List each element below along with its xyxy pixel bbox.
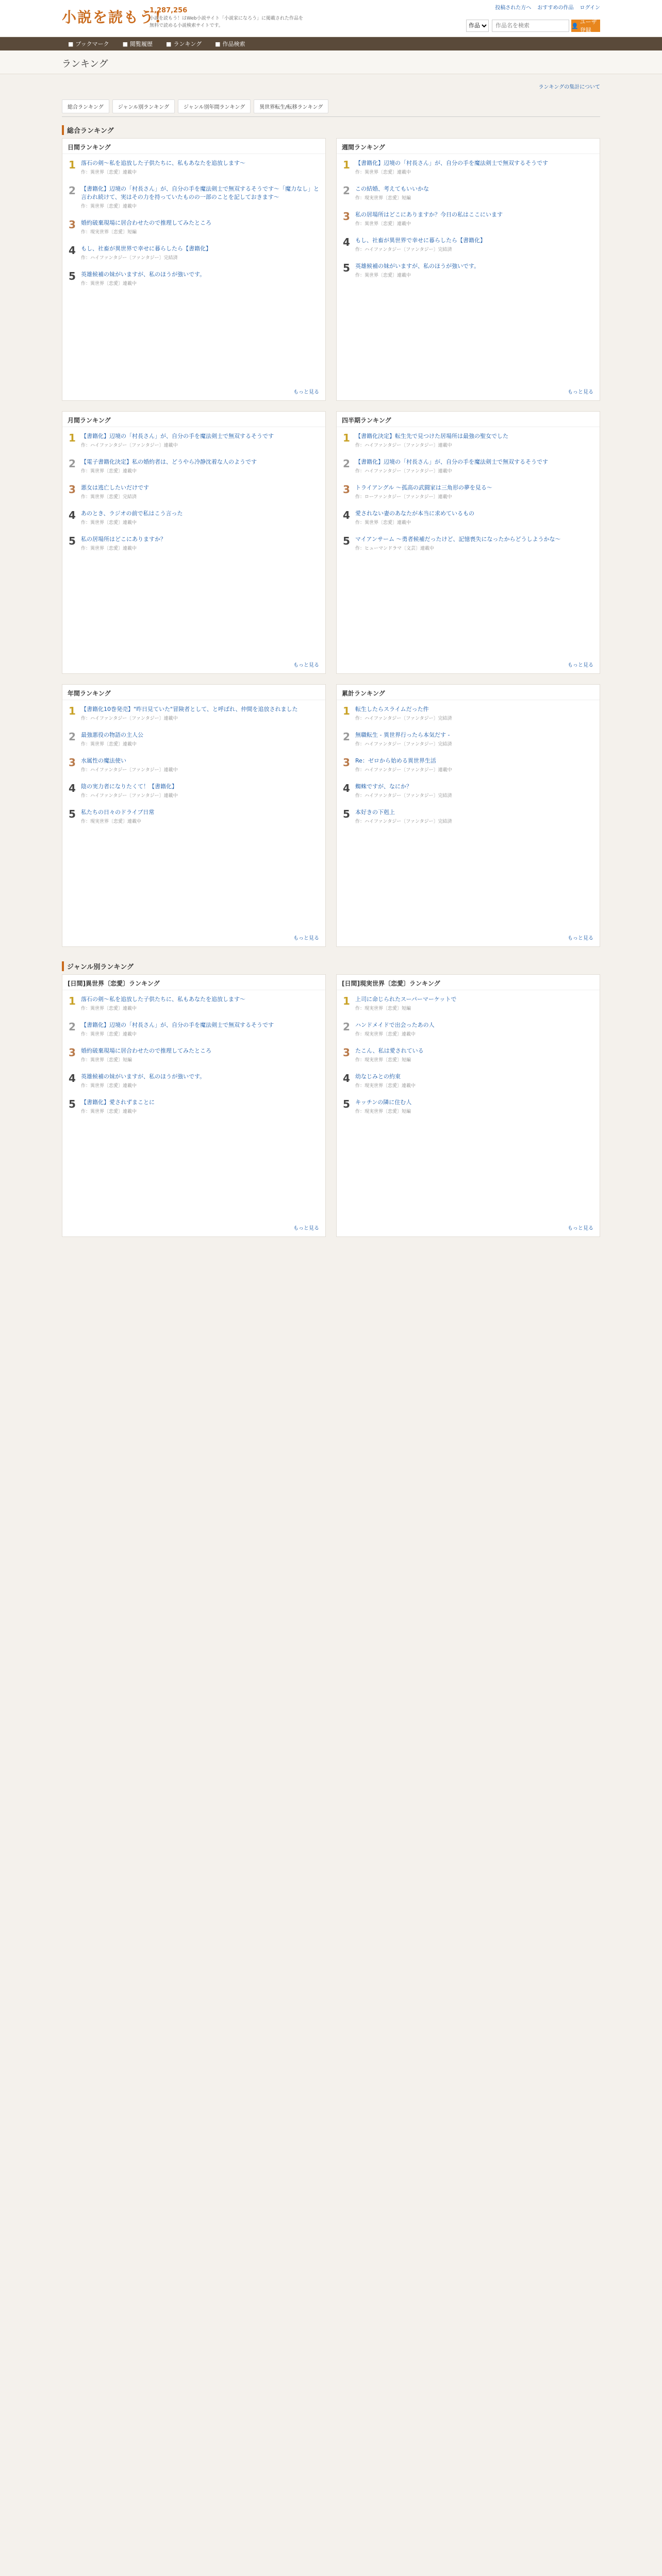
ranking-card (336, 411, 600, 674)
novel-meta: 作：異世界〔恋愛〕連載中 (355, 222, 411, 227)
more-link[interactable]: もっと見る (293, 936, 319, 941)
rank-number: 3 (343, 1046, 350, 1059)
ranking-item (337, 154, 600, 180)
history-icon: ■ (122, 40, 128, 47)
novel-title-link[interactable]: キッチンの隣に住む人 (355, 1099, 412, 1106)
ranking-item-body (81, 432, 320, 450)
rank-number: 3 (69, 1046, 76, 1059)
ranking-item (62, 752, 325, 777)
top-links (495, 3, 600, 11)
ranking-item (337, 530, 600, 556)
novel-title-link[interactable]: 蜘蛛ですが、なにか？ (355, 783, 412, 790)
rank-number: 2 (343, 731, 350, 743)
novel-meta: 作：異世界〔恋愛〕連載中 (81, 546, 137, 551)
ranking-item-body (355, 757, 594, 774)
ranking-item-body (355, 262, 594, 280)
ranking-item-body (81, 535, 320, 553)
ranking-item-body (81, 1098, 320, 1116)
novel-title-link[interactable]: この結婚、考えてもいいかな (355, 185, 429, 192)
rank-number: 4 (343, 236, 350, 248)
ranking-item-body (81, 1073, 320, 1090)
novel-meta: 作：現実世界〔恋愛〕短編 (355, 1006, 411, 1011)
ranking-item (337, 990, 600, 1016)
ranking-card-title: 週間ランキング (337, 139, 600, 154)
nav-label: 作品検索 (222, 41, 245, 47)
ranking-item (337, 700, 600, 726)
ranking-item (62, 427, 325, 453)
novel-meta: 作：異世界〔恋愛〕連載中 (81, 469, 137, 474)
novel-count: 1,287,256 (150, 7, 188, 14)
ranking-item (337, 777, 600, 803)
nav-bookmark[interactable] (62, 37, 115, 50)
novel-title-link[interactable]: 英雄候補の妹がいますが、私のほうが強いです。 (81, 1073, 206, 1080)
novel-title-link[interactable]: 【書籍化決定】転生先で見つけた居場所は最強の聖女でした (355, 433, 508, 439)
novel-meta: 作：異世界〔恋愛〕連載中 (81, 520, 137, 526)
ranking-item-body (81, 757, 320, 774)
ranking-item-body (355, 510, 594, 527)
novel-meta: 作：異世界〔恋愛〕連載中 (81, 742, 137, 747)
ranking-card-title: 累計ランキング (337, 685, 600, 700)
novel-title-link[interactable]: 【書籍化】辺境の「村長さん」が、自分の手を魔法剣士で無双するそうです (81, 433, 274, 439)
novel-title-link[interactable]: 【書籍化10巻発売】"昨日見ていた"冒険者として、と呼ばれ、仲間を追放されました (81, 706, 298, 713)
novel-title-link[interactable]: 婚約破棄現場に居合わせたので推理してみたところ (81, 1047, 211, 1054)
search-input[interactable] (492, 20, 569, 32)
ranking-item (62, 990, 325, 1016)
ranking-item-body (81, 705, 320, 723)
novel-meta: 作：現実世界〔恋愛〕連載中 (355, 1083, 416, 1089)
section-overall: 総合ランキング (62, 125, 600, 135)
rank-number: 3 (69, 218, 76, 231)
novel-meta: 作：ハイファンタジー〔ファンタジー〕完結済 (355, 742, 452, 747)
rank-number: 2 (69, 457, 76, 470)
rank-number: 3 (69, 483, 76, 496)
novel-title-link[interactable]: 婚約破棄現場に居合わせたので推理してみたところ (81, 219, 211, 226)
ranking-item-body (81, 159, 320, 177)
novel-meta: 作：ハイファンタジー〔ファンタジー〕完結済 (355, 819, 452, 824)
ranking-item-body (81, 1021, 320, 1039)
ranking-item (62, 180, 325, 214)
ranking-item (337, 427, 600, 453)
novel-title-link[interactable]: 英雄候補の妹がいますが、私のほうが強いです。 (81, 271, 206, 278)
novel-meta: 作：異世界〔恋愛〕連載中 (355, 273, 411, 278)
nav-search[interactable] (209, 37, 251, 50)
ranking-card-title: [日間]現実世界〔恋愛〕ランキング (337, 975, 600, 990)
ranking-item-body (355, 705, 594, 723)
nav-label: ランキング (173, 41, 202, 47)
ranking-item-body (355, 211, 594, 228)
rank-number: 1 (69, 159, 76, 171)
rank-number: 3 (343, 210, 350, 223)
bookmark-icon: ■ (68, 40, 74, 47)
ranking-item (62, 700, 325, 726)
ranking-item (337, 479, 600, 504)
novel-title-link[interactable]: 無職転生 - 異世界行ったら本気だす - (355, 732, 450, 738)
ranking-item-body (355, 484, 594, 501)
ranking-item (62, 453, 325, 479)
ranking-item (337, 257, 600, 283)
novel-title-link[interactable]: 私たちの日々のドライブ日常 (81, 809, 155, 816)
ranking-item (62, 154, 325, 180)
rank-number: 5 (69, 808, 76, 820)
nav-ranking[interactable] (160, 37, 208, 50)
novel-meta: 作：ハイファンタジー〔ファンタジー〕完結済 (355, 716, 452, 721)
ranking-item-body (355, 236, 594, 254)
rank-number: 2 (343, 457, 350, 470)
ranking-item-body (81, 1047, 320, 1064)
novel-title-link[interactable]: 落石の剣〜私を追放した子供たちに、私もあなたを追放します〜 (81, 996, 245, 1003)
ranking-item (62, 1016, 325, 1042)
rank-number: 1 (343, 159, 350, 171)
novel-title-link[interactable]: マイアンサーム 〜勇者候補だったけど、記憶喪失になったからどうしようかな〜 (355, 536, 561, 543)
nav-label: 閲覧履歴 (130, 41, 153, 47)
novel-title-link[interactable]: 落石の剣〜私を追放した子供たちに、私もあなたを追放します〜 (81, 160, 245, 166)
ranking-item (337, 180, 600, 206)
novel-title-link[interactable]: ハンドメイドで出会ったあの人 (355, 1022, 435, 1028)
novel-meta: 作：異世界〔恋愛〕連載中 (81, 204, 137, 209)
overall-grid (62, 138, 600, 947)
novel-title-link[interactable]: 【書籍化】辺境の「村長さん」が、自分の手を魔法剣士で無双するそうです (81, 1022, 274, 1028)
ranking-item (62, 803, 325, 829)
novel-meta: 作：ローファンタジー〔ファンタジー〕連載中 (355, 495, 452, 500)
user-register-button[interactable] (571, 20, 600, 32)
ranking-item (337, 752, 600, 777)
novel-meta: 作：現実世界〔恋愛〕連載中 (355, 1032, 416, 1037)
section-genre: ジャンル別ランキング (62, 961, 600, 971)
novel-title-link[interactable]: トライアングル 〜孤高の武闘家は三角形の夢を見る〜 (355, 484, 492, 491)
search-icon: ■ (215, 40, 221, 47)
novel-meta: 作：現実世界〔恋愛〕短編 (355, 196, 411, 201)
rank-number: 2 (69, 731, 76, 743)
ranking-item (337, 726, 600, 752)
more-link[interactable]: もっと見る (568, 936, 593, 941)
ranking-item-body (355, 1098, 594, 1116)
ranking-item (62, 530, 325, 556)
search-area (466, 20, 569, 32)
ranking-item (337, 1093, 600, 1119)
ranking-item (62, 265, 325, 291)
nav-history[interactable] (117, 37, 159, 50)
rank-number: 2 (69, 184, 76, 197)
rank-number: 2 (69, 1021, 76, 1033)
ranking-item-body (355, 535, 594, 553)
rank-number: 4 (343, 509, 350, 521)
ranking-card (336, 974, 600, 1237)
ranking-item (62, 1067, 325, 1093)
ranking-item (62, 1093, 325, 1119)
ranking-item-body (81, 484, 320, 501)
tab-isekai[interactable]: 異世界転生/転移ランキング (254, 99, 328, 113)
novel-meta: 作：異世界〔恋愛〕連載中 (81, 1083, 137, 1089)
search-type-select[interactable] (466, 20, 489, 32)
novel-meta: 作：異世界〔恋愛〕連載中 (355, 170, 411, 175)
site-logo[interactable]: 小説を読もう! (62, 9, 162, 26)
novel-meta: 作：異世界〔恋愛〕連載中 (81, 281, 137, 286)
rank-number: 5 (343, 535, 350, 547)
novel-meta: 作：ハイファンタジー〔ファンタジー〕連載中 (81, 768, 178, 773)
novel-meta: 作：異世界〔恋愛〕短編 (81, 1058, 133, 1063)
ranking-card-title: 月間ランキング (62, 412, 325, 427)
rank-number: 4 (69, 1072, 76, 1084)
rank-number: 5 (343, 262, 350, 274)
ranking-item-body (355, 995, 594, 1013)
ranking-item-body (355, 185, 594, 202)
ranking-item (337, 231, 600, 257)
novel-title-link[interactable]: たこん、私は愛されている (355, 1047, 424, 1054)
genre-grid (62, 974, 600, 1237)
ranking-tabs (62, 99, 600, 117)
novel-title-link[interactable]: 英雄候補の妹がいますが、私のほうが強いです。 (355, 263, 480, 269)
ranking-card (62, 138, 326, 401)
rank-number: 2 (343, 1021, 350, 1033)
ranking-card (336, 138, 600, 401)
novel-title-link[interactable]: もし、社畜が異世界で幸せに暮らしたら【書籍化】 (81, 245, 211, 252)
ranking-item (62, 214, 325, 240)
novel-title-link[interactable]: 水属性の魔法使い (81, 757, 126, 764)
novel-meta: 作：ハイファンタジー〔ファンタジー〕完結済 (355, 793, 452, 799)
ranking-item-body (81, 458, 320, 476)
novel-meta: 作：異世界〔恋愛〕連載中 (355, 520, 411, 526)
rank-number: 1 (343, 995, 350, 1007)
ranking-card-title: 年間ランキング (62, 685, 325, 700)
ranking-card-title: [日間]異世界〔恋愛〕ランキング (62, 975, 325, 990)
rank-number: 4 (69, 509, 76, 521)
rank-number: 1 (69, 705, 76, 717)
rank-number: 4 (343, 1072, 350, 1084)
rank-number: 5 (69, 270, 76, 282)
novel-meta: 作：ハイファンタジー〔ファンタジー〕完結済 (355, 247, 452, 252)
novel-title-link[interactable]: 幼なじみとの約束 (355, 1073, 401, 1080)
more-link[interactable]: もっと見る (293, 1226, 319, 1231)
top-link-authors[interactable]: 投稿された方へ (495, 5, 532, 11)
ranking-card (62, 411, 326, 674)
rank-number: 1 (69, 995, 76, 1007)
novel-meta: 作：ハイファンタジー〔ファンタジー〕連載中 (81, 443, 178, 448)
novel-meta: 作：異世界〔恋愛〕連載中 (81, 1006, 137, 1011)
novel-meta: 作：ハイファンタジー〔ファンタジー〕連載中 (81, 716, 178, 721)
ranking-card (336, 684, 600, 947)
ranking-item (62, 479, 325, 504)
ranking-item-body (355, 1021, 594, 1039)
ranking-item (337, 453, 600, 479)
novel-meta: 作：現実世界〔恋愛〕短編 (81, 230, 137, 235)
novel-meta: 作：ハイファンタジー〔ファンタジー〕連載中 (355, 768, 452, 773)
rank-number: 3 (69, 756, 76, 769)
tab-genre[interactable]: ジャンル別ランキング (112, 99, 175, 113)
ranking-item (337, 206, 600, 231)
rank-number: 5 (343, 808, 350, 820)
ranking-item-body (81, 995, 320, 1013)
user-register-label: ユーザ登録 (580, 19, 597, 33)
ranking-item-body (355, 1047, 594, 1064)
rank-number: 4 (69, 244, 76, 257)
ranking-item-body (81, 219, 320, 236)
novel-title-link[interactable]: 【電子書籍化決定】私の婚約者は、どうやら冷静沈着な人のようです (81, 459, 257, 465)
ranking-item-body (355, 432, 594, 450)
rank-number: 1 (343, 705, 350, 717)
ranking-item (337, 1042, 600, 1067)
ranking-card (62, 974, 326, 1237)
ranking-item-body (81, 808, 320, 826)
novel-title-link[interactable]: 本好きの下剋上 (355, 809, 395, 816)
site-header (0, 0, 662, 37)
ranking-item-body (81, 245, 320, 262)
rank-number: 1 (69, 432, 76, 444)
novel-title-link[interactable]: 【書籍化】辺境の「村長さん」が、自分の手を魔法剣士で無双するそうです〜「魔力なし」と言われ続けて、実はその力を持っていたものの一部のことを記しておきます〜 (81, 185, 319, 200)
novel-meta: 作：現実世界〔恋愛〕短編 (355, 1109, 411, 1114)
ranking-item (62, 240, 325, 265)
more-link[interactable]: もっと見る (293, 389, 319, 395)
ranking-item (337, 504, 600, 530)
ranking-item-body (81, 185, 320, 211)
main-nav (0, 37, 662, 50)
rank-number: 5 (69, 1098, 76, 1110)
novel-title-link[interactable]: 陰の実力者になりたくて！【書籍化】 (81, 783, 177, 790)
rank-number: 3 (343, 483, 350, 496)
ranking-item-body (355, 1073, 594, 1090)
more-link[interactable]: もっと見る (293, 663, 319, 668)
novel-meta: 作：ハイファンタジー〔ファンタジー〕完結済 (81, 256, 178, 261)
ranking-item-body (81, 783, 320, 800)
user-icon: 👤 (571, 22, 578, 29)
ranking-item (62, 777, 325, 803)
ranking-item-body (355, 783, 594, 800)
ranking-item (62, 504, 325, 530)
tab-genre-yearly[interactable]: ジャンル別年間ランキング (178, 99, 251, 113)
ranking-item (337, 803, 600, 829)
novel-meta: 作：異世界〔恋愛〕連載中 (81, 170, 137, 175)
ranking-item-body (355, 731, 594, 749)
novel-meta: 作：ハイファンタジー〔ファンタジー〕連載中 (355, 469, 452, 474)
ranking-item (337, 1016, 600, 1042)
page-title: ランキング (0, 50, 662, 74)
ranking-card-title: 日間ランキング (62, 139, 325, 154)
novel-meta: 作：ハイファンタジー〔ファンタジー〕連載中 (81, 793, 178, 799)
ranking-item-body (81, 510, 320, 527)
ranking-item-body (81, 731, 320, 749)
ranking-item-body (355, 159, 594, 177)
about-ranking-link[interactable]: ランキングの集計について (538, 84, 600, 90)
novel-meta: 作：ハイファンタジー〔ファンタジー〕連載中 (355, 443, 452, 448)
novel-meta: 作：異世界〔恋愛〕連載中 (81, 1109, 137, 1114)
more-link[interactable]: もっと見る (568, 389, 593, 395)
site-description (150, 7, 304, 29)
novel-meta: 作：ヒューマンドラマ〔文芸〕連載中 (355, 546, 435, 551)
novel-title-link[interactable]: もし、社畜が異世界で幸せに暮らしたら【書籍化】 (355, 237, 486, 244)
nav-label: ブックマーク (75, 41, 109, 47)
novel-title-link[interactable]: 上司に命じられたスーパーマーケットで (355, 996, 457, 1003)
novel-meta: 作：現実世界〔恋愛〕短編 (355, 1058, 411, 1063)
novel-meta: 作：異世界〔恋愛〕連載中 (81, 1032, 137, 1037)
novel-meta: 作：異世界〔恋愛〕完結済 (81, 495, 137, 500)
ranking-item-body (355, 458, 594, 476)
novel-meta: 作：現実世界〔恋愛〕連載中 (81, 819, 142, 824)
ranking-icon: ■ (166, 40, 172, 47)
main-content (62, 74, 600, 1237)
novel-title-link[interactable]: 最強悪役の物語の主人公 (81, 732, 143, 738)
ranking-item-body (355, 808, 594, 826)
rank-number: 5 (69, 535, 76, 547)
about-ranking (62, 74, 600, 93)
novel-title-link[interactable]: 私の居場所はどこにありますか？ (81, 536, 166, 543)
novel-title-link[interactable]: Re：ゼロから始める異世界生活 (355, 757, 436, 764)
novel-title-link[interactable]: 【書籍化】辺境の「村長さん」が、自分の手を魔法剣士で無双するそうです (355, 160, 548, 166)
novel-title-link[interactable]: 私の居場所はどこにありますか？今日の私はここにいます (355, 211, 503, 218)
ranking-item (62, 726, 325, 752)
site-sub-text: 小説を読もう！はWeb小説サイト「小説家になろう」に掲載された作品を無料で読める小説検索サイトです。 (150, 16, 303, 28)
rank-number: 5 (343, 1098, 350, 1110)
novel-title-link[interactable]: 愛されない妻のあなたが本当に求めているもの (355, 510, 474, 517)
novel-title-link[interactable]: 【書籍化】愛されずまことに (81, 1099, 155, 1106)
rank-number: 4 (343, 782, 350, 794)
rank-number: 3 (343, 756, 350, 769)
ranking-item (62, 1042, 325, 1067)
novel-title-link[interactable]: 悪女は逃亡したいだけです (81, 484, 149, 491)
novel-title-link[interactable]: 【書籍化】辺境の「村長さん」が、自分の手を魔法剣士で無双するそうです (355, 459, 548, 465)
ranking-item (337, 1067, 600, 1093)
ranking-item-body (81, 270, 320, 288)
more-link[interactable]: もっと見る (568, 1226, 593, 1231)
top-link-recommend[interactable]: おすすめの作品 (537, 5, 574, 11)
ranking-card (62, 684, 326, 947)
rank-number: 2 (343, 184, 350, 197)
ranking-card-title: 四半期ランキング (337, 412, 600, 427)
tab-overall[interactable]: 総合ランキング (62, 99, 109, 113)
more-link[interactable]: もっと見る (568, 663, 593, 668)
novel-title-link[interactable]: あのとき、ラジオの前で私はこう言った (81, 510, 183, 517)
rank-number: 4 (69, 782, 76, 794)
rank-number: 1 (343, 432, 350, 444)
top-link-login[interactable]: ログイン (580, 5, 600, 11)
novel-title-link[interactable]: 転生したらスライムだった件 (355, 706, 429, 713)
